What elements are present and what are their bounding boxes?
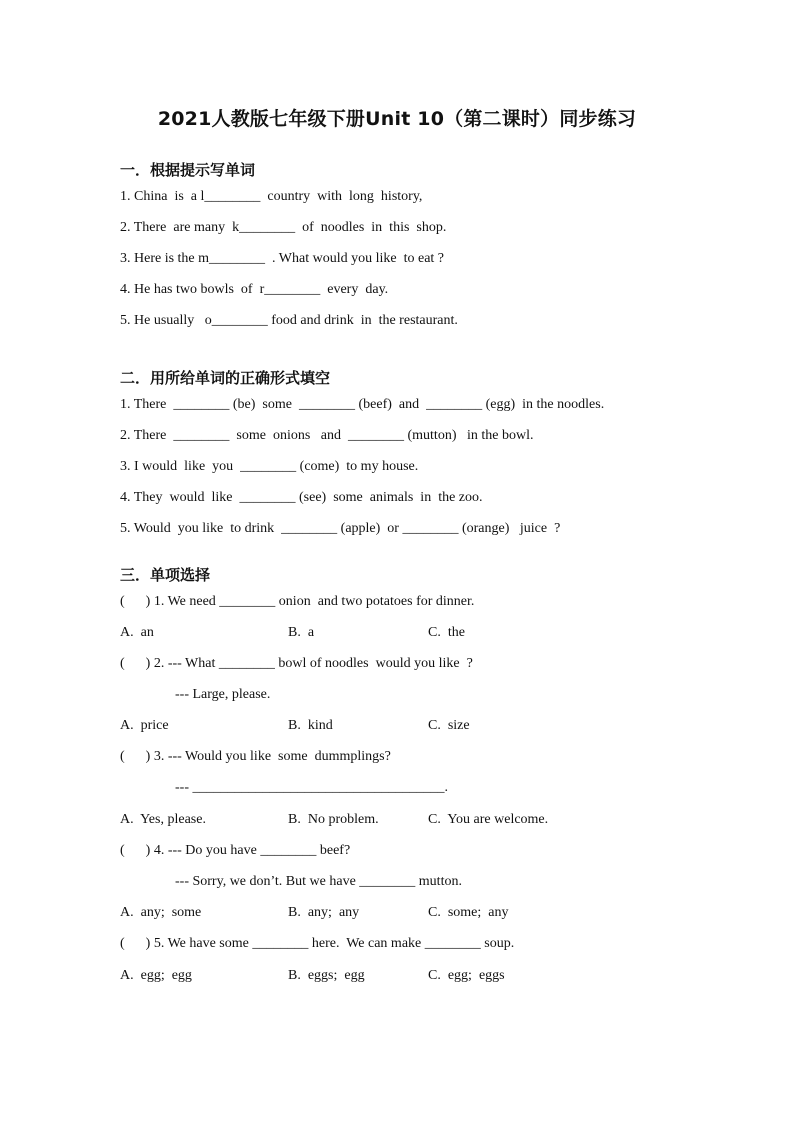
section-2-item: 3. I would like you ________ (come) to my house. <box>120 459 419 474</box>
section-1-item: 3. Here is the m________ . What would you like to eat ? <box>120 251 445 266</box>
option-b: B. kind <box>288 718 333 733</box>
option-c: C. egg; eggs <box>428 968 505 983</box>
section-2-item: 1. There ________ (be) some ________ (beef) and ________ (egg) in the noodles. <box>120 397 605 412</box>
option-b: B. any; any <box>288 905 360 920</box>
question-dialogue: --- Large, please. <box>175 687 271 702</box>
section-2-heading: 二．用所给单词的正确形式填空 <box>120 369 331 387</box>
option-a: A. price <box>120 718 169 733</box>
section-1-item: 4. He has two bowls of r________ every day. <box>120 282 389 297</box>
section-1-heading: 一．根据提示写单词 <box>120 161 256 179</box>
section-2-item: 2. There ________ some onions and ________ (mutton) in the bowl. <box>120 428 534 443</box>
question-stem: ( ) 2. --- What ________ bowl of noodles would you like ? <box>120 656 473 671</box>
option-a: A. any; some <box>120 905 202 920</box>
section-2-item: 4. They would like ________ (see) some animals in the zoo. <box>120 490 483 505</box>
section-2-item: 5. Would you like to drink ________ (apple) or ________ (orange) juice ? <box>120 521 561 536</box>
question-stem: ( ) 5. We have some ________ here. We can make ________ soup. <box>120 936 515 951</box>
option-b: B. No problem. <box>288 812 379 827</box>
question-dialogue: --- Sorry, we don’t. But we have ________ mutton. <box>175 874 462 889</box>
question-dialogue: --- ____________________________________. <box>175 780 448 795</box>
section-1-item: 1. China is a l________ country with long history, <box>120 189 423 204</box>
option-c: C. You are welcome. <box>428 812 549 827</box>
option-a: A. egg; egg <box>120 968 192 983</box>
section-1-item: 2. There are many k________ of noodles in this shop. <box>120 220 447 235</box>
option-a: A. an <box>120 625 154 640</box>
option-c: C. the <box>428 625 465 640</box>
option-b: B. a <box>288 625 315 640</box>
option-c: C. some; any <box>428 905 509 920</box>
question-stem: ( ) 3. --- Would you like some dummplings? <box>120 749 391 764</box>
section-3-heading: 三．单项选择 <box>120 566 211 584</box>
option-a: A. Yes, please. <box>120 812 206 827</box>
question-stem: ( ) 4. --- Do you have ________ beef? <box>120 843 351 858</box>
page-title: 2021人教版七年级下册Unit 10（第二课时）同步练习 <box>157 108 637 130</box>
section-1-item: 5. He usually o________ food and drink in the restaurant. <box>120 313 458 328</box>
question-stem: ( ) 1. We need ________ onion and two potatoes for dinner. <box>120 594 475 609</box>
option-b: B. eggs; egg <box>288 968 365 983</box>
option-c: C. size <box>428 718 470 733</box>
